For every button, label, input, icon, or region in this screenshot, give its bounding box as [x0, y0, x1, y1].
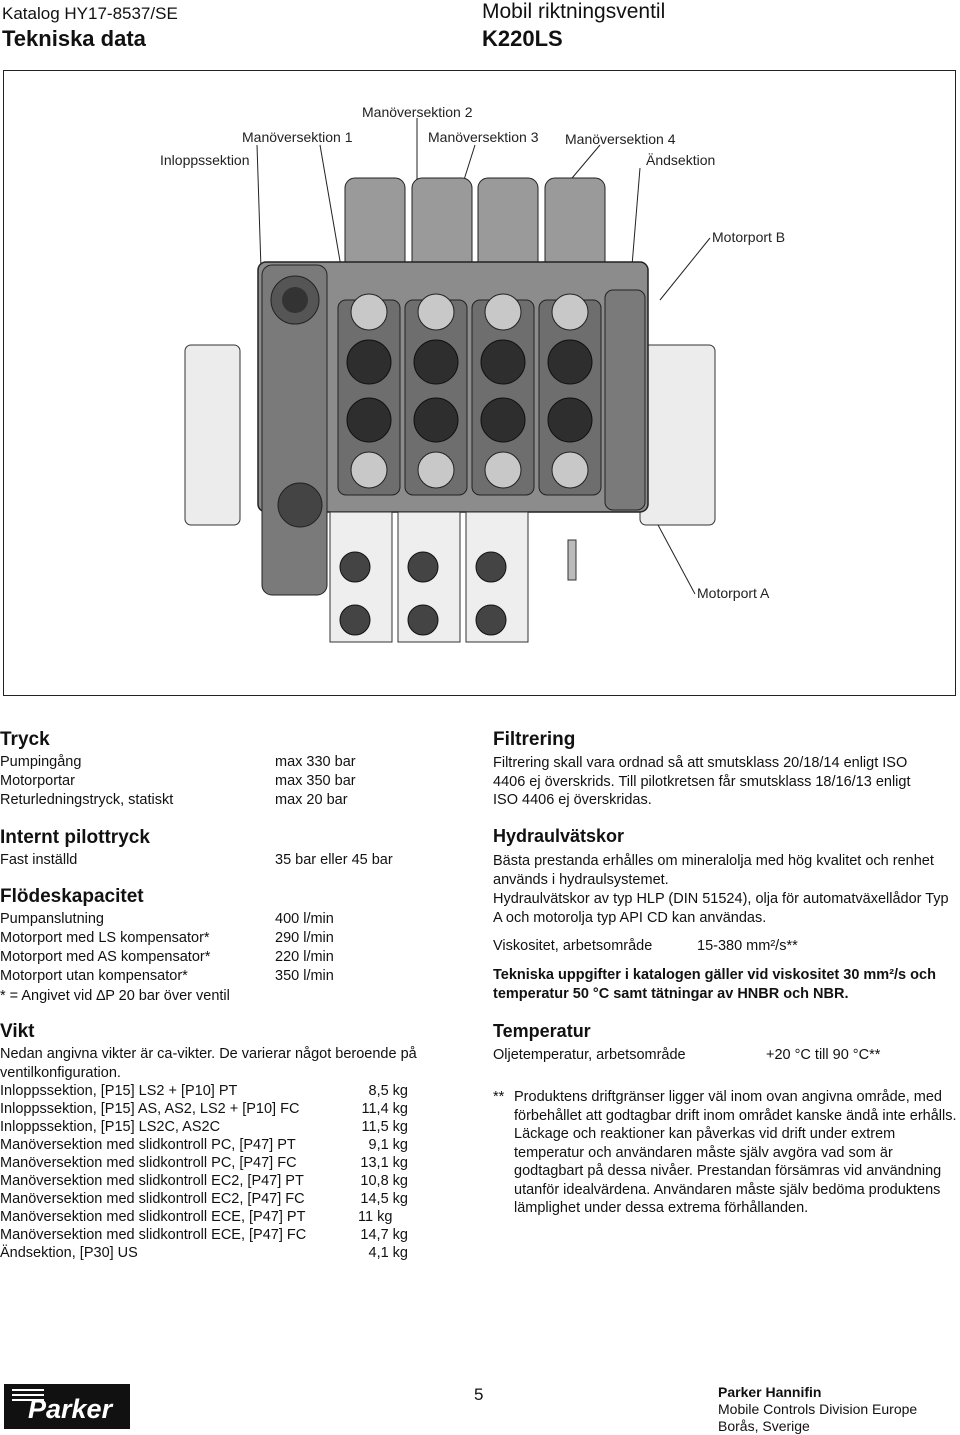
- footer-company: Parker Hannifin: [718, 1384, 822, 1400]
- flode-label-1: Motorport med LS kompensator*: [0, 930, 210, 946]
- vikt-label: Manöversektion med slidkontroll ECE, [P47] FC: [0, 1227, 307, 1243]
- model-title: K220LS: [482, 26, 563, 51]
- callout-motor-port-a: Motorport A: [697, 585, 770, 601]
- viscosity-label: Viskositet, arbetsområde: [493, 938, 653, 954]
- flode-value-1: 290 l/min: [275, 930, 334, 946]
- callout-section-3: Manöversektion 3: [428, 129, 539, 145]
- pilot-value-0: 35 bar eller 45 bar: [275, 852, 393, 868]
- tryck-value-0: max 330 bar: [275, 754, 356, 770]
- vikt-label: Manöversektion med slidkontroll PC, [P47] FC: [0, 1155, 297, 1171]
- vikt-label: Inloppssektion, [P15] AS, AS2, LS2 + [P10] FC: [0, 1101, 300, 1117]
- flode-value-0: 400 l/min: [275, 911, 334, 927]
- product-type: Mobil riktningsventil: [482, 0, 666, 23]
- vikt-value: 14,5 kg: [360, 1191, 408, 1207]
- tryck-label-2: Returledningstryck, statiskt: [0, 792, 174, 808]
- flode-label-2: Motorport med AS kompensator*: [0, 949, 211, 965]
- valve-illustration: [0, 0, 960, 700]
- vikt-label: Manöversektion med slidkontroll EC2, [P47] FC: [0, 1191, 305, 1207]
- temperature-value: +20 °C till 90 °C**: [766, 1047, 881, 1063]
- vikt-label: Inloppssektion, [P15] LS2 + [P10] PT: [0, 1083, 238, 1099]
- vikt-label: Inloppssektion, [P15] LS2C, AS2C: [0, 1119, 221, 1135]
- section-title: Tekniska data: [2, 26, 146, 51]
- viscosity-note: Tekniska uppgifter i katalogen gäller vid viskositet 30 mm²/s och temperatur 50 °C samt tätningar av HNBR och NBR.: [493, 967, 936, 1002]
- vikt-value: 11,4 kg: [361, 1101, 408, 1117]
- heading-temperatur: Temperatur: [493, 1021, 591, 1041]
- heading-flodeskapacitet: Flödeskapacitet: [0, 886, 144, 907]
- vikt-label: Manöversektion med slidkontroll ECE, [P47] PT: [0, 1209, 306, 1225]
- heading-tryck: Tryck: [0, 729, 50, 750]
- vikt-label: Ändsektion, [P30] US: [0, 1245, 138, 1261]
- vikt-value: 9,1 kg: [368, 1137, 408, 1153]
- vikt-value: 8,5 kg: [368, 1083, 408, 1099]
- vikt-value: 11,5 kg: [361, 1119, 408, 1135]
- vikt-value: 11 kg: [358, 1209, 393, 1225]
- pilot-label-0: Fast inställd: [0, 852, 78, 868]
- page-number: 5: [474, 1385, 484, 1404]
- tryck-value-2: max 20 bar: [275, 792, 348, 808]
- tryck-value-1: max 350 bar: [275, 773, 356, 789]
- heading-hydraulvatskor: Hydraulvätskor: [493, 826, 625, 846]
- vikt-label: Manöversektion med slidkontroll PC, [P47] PT: [0, 1137, 296, 1153]
- footer-division: Mobile Controls Division Europe: [718, 1401, 918, 1417]
- hydraul-p1: Bästa prestanda erhålles om mineralolja med hög kvalitet och renhet används i hydraulsystemet.: [493, 853, 934, 888]
- callout-section-1: Manöversektion 1: [242, 129, 353, 145]
- heading-vikt: Vikt: [0, 1021, 35, 1042]
- vikt-value: 4,1 kg: [368, 1245, 408, 1261]
- vikt-value: 14,7 kg: [360, 1227, 408, 1243]
- flode-value-3: 350 l/min: [275, 968, 334, 984]
- flode-label-0: Pumpanslutning: [0, 911, 104, 927]
- flode-footnote: * = Angivet vid ∆P 20 bar över ventil: [0, 988, 230, 1004]
- callout-section-2: Manöversektion 2: [362, 104, 473, 120]
- temperature-footnote: Produktens driftgränser ligger väl inom ovan angivna område, med förbehållet att godtagbar drift inom området kanske ändå inte erhålls. Läckage och reaktioner kan påverkas vid drift under extrem temperatur och användaren måste själv avgöra vad som är godtagbart på dessa nivåer. Prestandan försämras vid användning utanför idealvärdena. Användaren måste själv bedöma produktens lämplighet under dessa extrema förhållanden.: [514, 1089, 957, 1216]
- parker-logo-text: Parker: [28, 1394, 113, 1424]
- callout-motor-port-b: Motorport B: [712, 229, 786, 245]
- tryck-label-0: Pumpingång: [0, 754, 82, 770]
- tryck-label-1: Motorportar: [0, 773, 75, 789]
- heading-filtrering: Filtrering: [493, 729, 576, 750]
- hydraul-p2: Hydraulvätskor av typ HLP (DIN 51524), olja för automatväxellådor Typ A och motorolja typ API CD kan användas.: [493, 891, 949, 926]
- footer-location: Borås, Sverige: [718, 1418, 810, 1434]
- filtrering-text: Filtrering skall vara ordnad så att smutsklass 20/18/14 enligt ISO 4406 ej överskrids. Till pilotkretsen får smutsklass 18/16/13 enligt ISO 4406 ej överskridas.: [493, 755, 911, 808]
- vikt-label: Manöversektion med slidkontroll EC2, [P47] PT: [0, 1173, 304, 1189]
- temperature-label: Oljetemperatur, arbetsområde: [493, 1047, 686, 1063]
- heading-internt-pilottryck: Internt pilottryck: [0, 827, 150, 848]
- vikt-intro: Nedan angivna vikter är ca-vikter. De varierar något beroende på ventilkonfiguration.: [0, 1046, 417, 1081]
- parker-logo: [4, 1384, 130, 1429]
- vikt-value: 13,1 kg: [360, 1155, 408, 1171]
- viscosity-value: 15-380 mm²/s**: [697, 938, 798, 954]
- flode-value-2: 220 l/min: [275, 949, 334, 965]
- callout-inlet-section: Inloppssektion: [160, 152, 250, 168]
- callout-end-section: Ändsektion: [646, 152, 716, 168]
- vikt-value: 10,8 kg: [360, 1173, 408, 1189]
- footnote-mark: **: [493, 1089, 505, 1105]
- catalog-number: Katalog HY17-8537/SE: [2, 4, 178, 23]
- callout-section-4: Manöversektion 4: [565, 131, 676, 147]
- flode-label-3: Motorport utan kompensator*: [0, 968, 188, 984]
